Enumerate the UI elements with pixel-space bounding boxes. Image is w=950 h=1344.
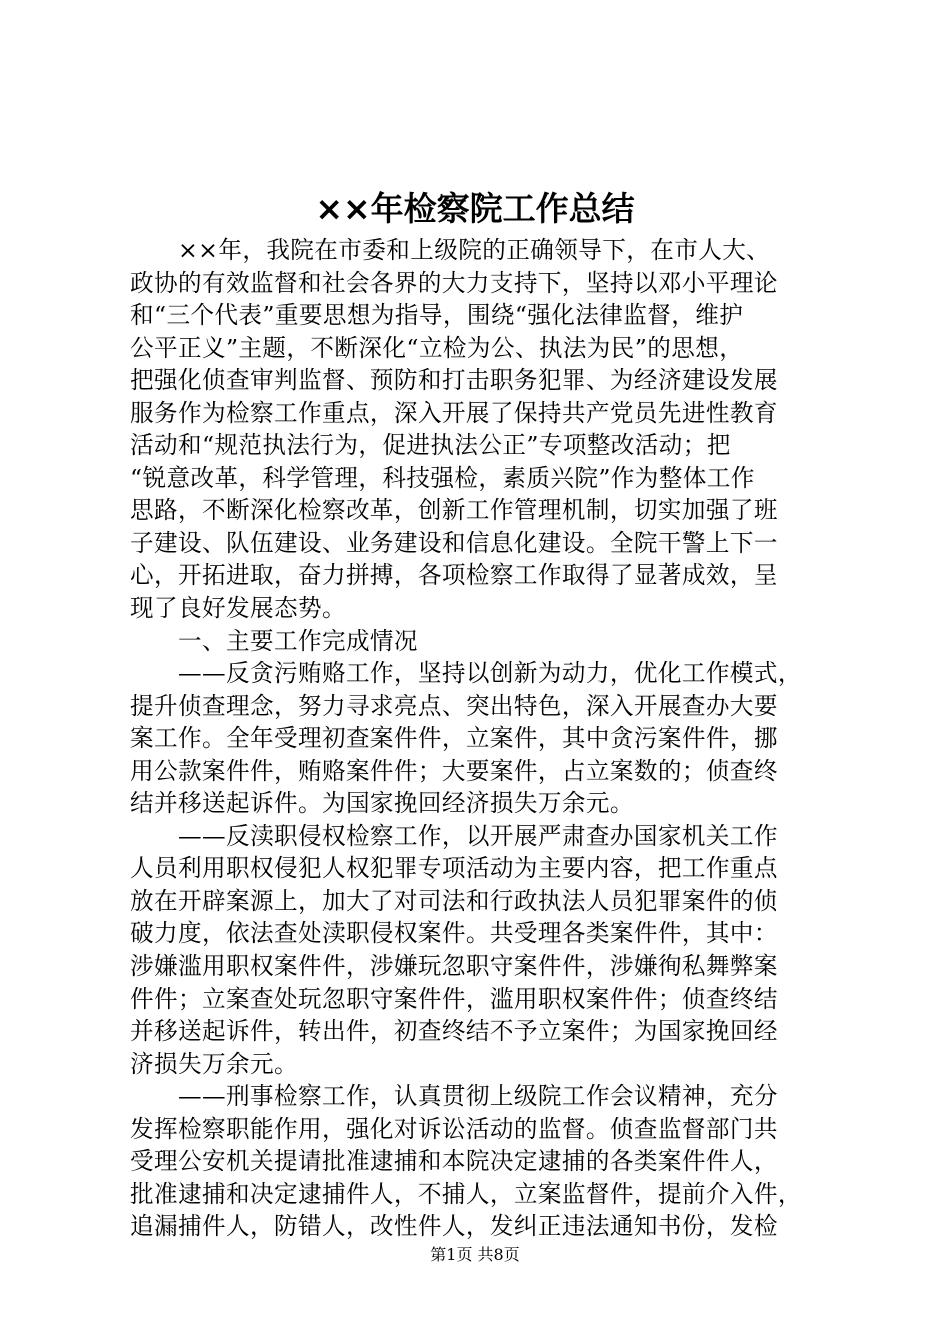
body-line: 和“三个代表”重要思想为指导，围绕“强化法律监督，维护 bbox=[130, 301, 744, 330]
body-line: 涉嫌滥用职权案件件，涉嫌玩忽职守案件件，涉嫌徇私舞弊案 bbox=[130, 952, 778, 981]
body-line: 破力度，依法查处渎职侵权案件。共受理各类案件件，其中： bbox=[130, 919, 778, 948]
body-line: 批准逮捕和决定逮捕件人，不捕人，立案监督件，提前介入件， bbox=[130, 1179, 802, 1208]
body-line: 政协的有效监督和社会各界的大力支持下，坚持以邓小平理论 bbox=[130, 268, 778, 297]
body-line: 受理公安机关提请批准逮捕和本院决定逮捕的各类案件件人， bbox=[130, 1147, 778, 1176]
body-line: 追漏捕件人，防错人，改性件人，发纠正违法通知书份，发检 bbox=[130, 1212, 778, 1241]
body-line: 现了良好发展态势。 bbox=[130, 594, 346, 623]
body-line: 人员利用职权侵犯人权犯罪专项活动为主要内容，把工作重点 bbox=[130, 854, 778, 883]
body-line: ——刑事检察工作，认真贯彻上级院工作会议精神，充分 bbox=[130, 1082, 778, 1111]
body-line: 结并移送起诉件。为国家挽回经济损失万余元。 bbox=[130, 789, 634, 818]
body-line: ——反渎职侵权检察工作，以开展严肃查办国家机关工作 bbox=[130, 821, 778, 850]
body-line: 放在开辟案源上，加大了对司法和行政执法人员犯罪案件的侦 bbox=[130, 886, 778, 915]
body-line: “锐意改革，科学管理，科技强检，素质兴院”作为整体工作 bbox=[130, 463, 755, 492]
body-line: 济损失万余元。 bbox=[130, 1049, 298, 1078]
body-line: 提升侦查理念，努力寻求亮点、突出特色，深入开展查办大要 bbox=[130, 691, 778, 720]
page-number: 第1页 共8页 bbox=[430, 1245, 520, 1264]
body-line: ——反贪污贿赂工作，坚持以创新为动力，优化工作模式， bbox=[130, 659, 802, 688]
body-line: 公平正义”主题，不断深化“立检为公、执法为民”的思想， bbox=[130, 333, 744, 362]
body-line: 用公款案件件，贿赂案件件；大要案件，占立案数的；侦查终 bbox=[130, 756, 778, 785]
body-line: 活动和“规范执法行为，促进执法公正”专项整改活动；把 bbox=[130, 431, 731, 460]
body-line: 案工作。全年受理初查案件件，立案件，其中贪污案件件，挪 bbox=[130, 724, 778, 753]
body-line: 并移送起诉件，转出件，初查终结不予立案件；为国家挽回经 bbox=[130, 1017, 778, 1046]
body-line: 子建设、队伍建设、业务建设和信息化建设。全院干警上下一 bbox=[130, 528, 778, 557]
document-body bbox=[130, 234, 830, 1243]
body-line: 服务作为检察工作重点，深入开展了保持共产党员先进性教育 bbox=[130, 398, 778, 427]
body-line: ××年，我院在市委和上级院的正确领导下，在市人大、 bbox=[130, 236, 771, 264]
document-title: ××年检察院工作总结 bbox=[315, 189, 635, 228]
body-line: 发挥检察职能作用，强化对诉讼活动的监督。侦查监督部门共 bbox=[130, 1114, 778, 1143]
body-line: 件件；立案查处玩忽职守案件件，滥用职权案件件；侦查终结 bbox=[130, 984, 778, 1013]
body-line: 把强化侦查审判监督、预防和打击职务犯罪、为经济建设发展 bbox=[130, 366, 778, 395]
body-line: 思路，不断深化检察改革，创新工作管理机制，切实加强了班 bbox=[130, 496, 778, 525]
section-heading: 一、主要工作完成情况 bbox=[130, 626, 418, 655]
body-line: 心，开拓进取，奋力拼搏，各项检察工作取得了显著成效，呈 bbox=[130, 561, 778, 590]
page-footer bbox=[0, 1243, 950, 1267]
